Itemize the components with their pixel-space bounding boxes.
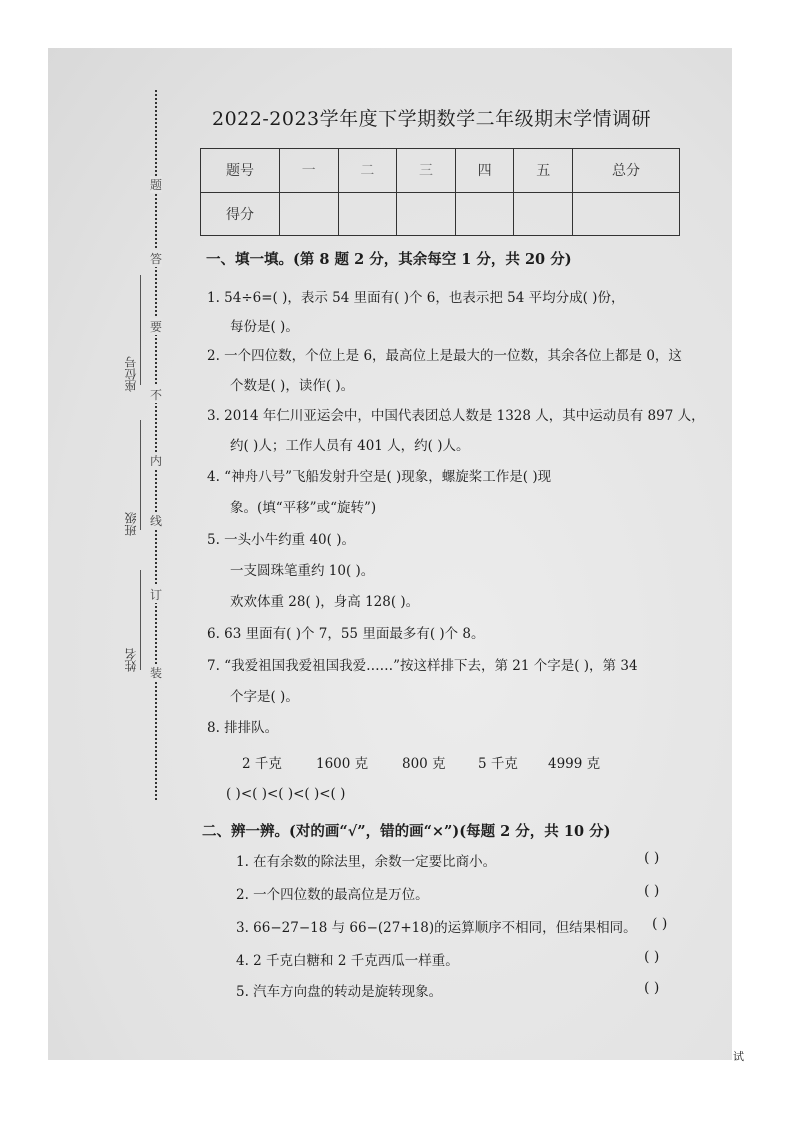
binding-char: 订 [150, 588, 163, 602]
score-blank [280, 192, 339, 236]
answer-paren: ( ) [644, 850, 660, 866]
question-line: 2. 一个四位数，个位上是 6，最高位上是最大的一位数，其余各位上都是 0，这 [207, 348, 682, 364]
binding-char: 答 [150, 252, 163, 266]
question-line: 6. 63 里面有( )个 7，55 里面最多有( )个 8。 [207, 626, 485, 642]
question-line: 4. “神舟八号”飞船发射升空是( )现象，螺旋桨工作是( )现 [207, 469, 552, 485]
judge-item: 1. 在有余数的除法里，余数一定要比商小。 [236, 854, 497, 870]
binding-char: 装 [150, 666, 163, 680]
answer-paren: ( ) [652, 916, 668, 932]
binding-char: 线 [150, 514, 163, 528]
question-line: 8. 排排队。 [207, 720, 279, 736]
answer-paren: ( ) [644, 883, 660, 899]
class-blank [140, 420, 141, 530]
score-cell: 五 [514, 149, 573, 193]
answer-paren: ( ) [644, 949, 660, 965]
judge-item: 5. 汽车方向盘的转动是旋转现象。 [236, 984, 443, 1000]
judge-item: 4. 2 千克白糖和 2 千克西瓜一样重。 [236, 953, 459, 969]
score-cell: 二 [338, 149, 397, 193]
order-item: 800 克 [402, 756, 446, 772]
name-blank [140, 570, 141, 670]
question-line: 象。(填“平移”或“旋转”) [230, 500, 377, 516]
seat-number-label: 座位号 [124, 356, 138, 392]
question-line: 个数是( )，读作( )。 [230, 378, 355, 394]
binding-char: 要 [150, 320, 163, 334]
score-table-header-row [201, 149, 680, 193]
order-blanks: ( )<( )<( )<( )<( ) [226, 786, 346, 802]
judge-item: 2. 一个四位数的最高位是万位。 [236, 887, 429, 903]
binding-char: 不 [150, 388, 163, 402]
binding-char: 内 [150, 454, 163, 468]
name-label: 姓名 [124, 648, 138, 672]
score-table [200, 148, 680, 236]
score-cell: 得分 [201, 192, 280, 236]
score-blank [338, 192, 397, 236]
order-item: 4999 克 [548, 756, 601, 772]
question-line: 欢欢体重 28( )，身高 128( )。 [230, 594, 420, 610]
question-line: 3. 2014 年仁川亚运会中，中国代表团总人数是 1328 人，其中运动员有 897 人， [207, 408, 705, 424]
question-line: 每份是( )。 [230, 319, 299, 335]
score-cell: 总分 [573, 149, 680, 193]
score-cell: 题号 [201, 149, 280, 193]
section2-heading: 二、辨一辨。(对的画“√”，错的画“×”)(每题 2 分，共 10 分) [202, 823, 611, 840]
score-cell: 三 [397, 149, 456, 193]
question-line: 约( )人；工作人员有 401 人，约( )人。 [230, 438, 470, 454]
section1-heading: 一、填一填。(第 8 题 2 分，其余每空 1 分，共 20 分) [206, 251, 572, 268]
order-item: 2 千克 [242, 756, 282, 772]
question-line: 7. “我爱祖国我爱祖国我爱……”按这样排下去，第 21 个字是( )，第 34 [207, 658, 638, 674]
question-line: 一支圆珠笔重约 10( )。 [230, 563, 375, 579]
score-blank [455, 192, 514, 236]
score-blank [514, 192, 573, 236]
binding-dotted-line [155, 90, 157, 800]
seat-number-blank [140, 275, 141, 385]
score-cell: 四 [455, 149, 514, 193]
question-line: 个字是( )。 [230, 689, 299, 705]
question-line: 5. 一头小牛约重 40( )。 [207, 532, 355, 548]
corner-mark: 试 [733, 1050, 744, 1063]
order-item: 5 千克 [478, 756, 518, 772]
exam-title: 2022-2023学年度下学期数学二年级期末学情调研 [212, 108, 652, 130]
judge-item: 3. 66−27−18 与 66−(27+18)的运算顺序不相同，但结果相同。 [236, 920, 637, 936]
score-blank [573, 192, 680, 236]
score-blank [397, 192, 456, 236]
answer-paren: ( ) [644, 980, 660, 996]
binding-char: 题 [150, 178, 163, 192]
question-line: 1. 54÷6=( )，表示 54 里面有( )个 6，也表示把 54 平均分成( )份， [207, 290, 625, 306]
score-cell: 一 [280, 149, 339, 193]
score-table-score-row [201, 192, 680, 236]
order-item: 1600 克 [316, 756, 369, 772]
class-label: 班级 [124, 512, 138, 536]
